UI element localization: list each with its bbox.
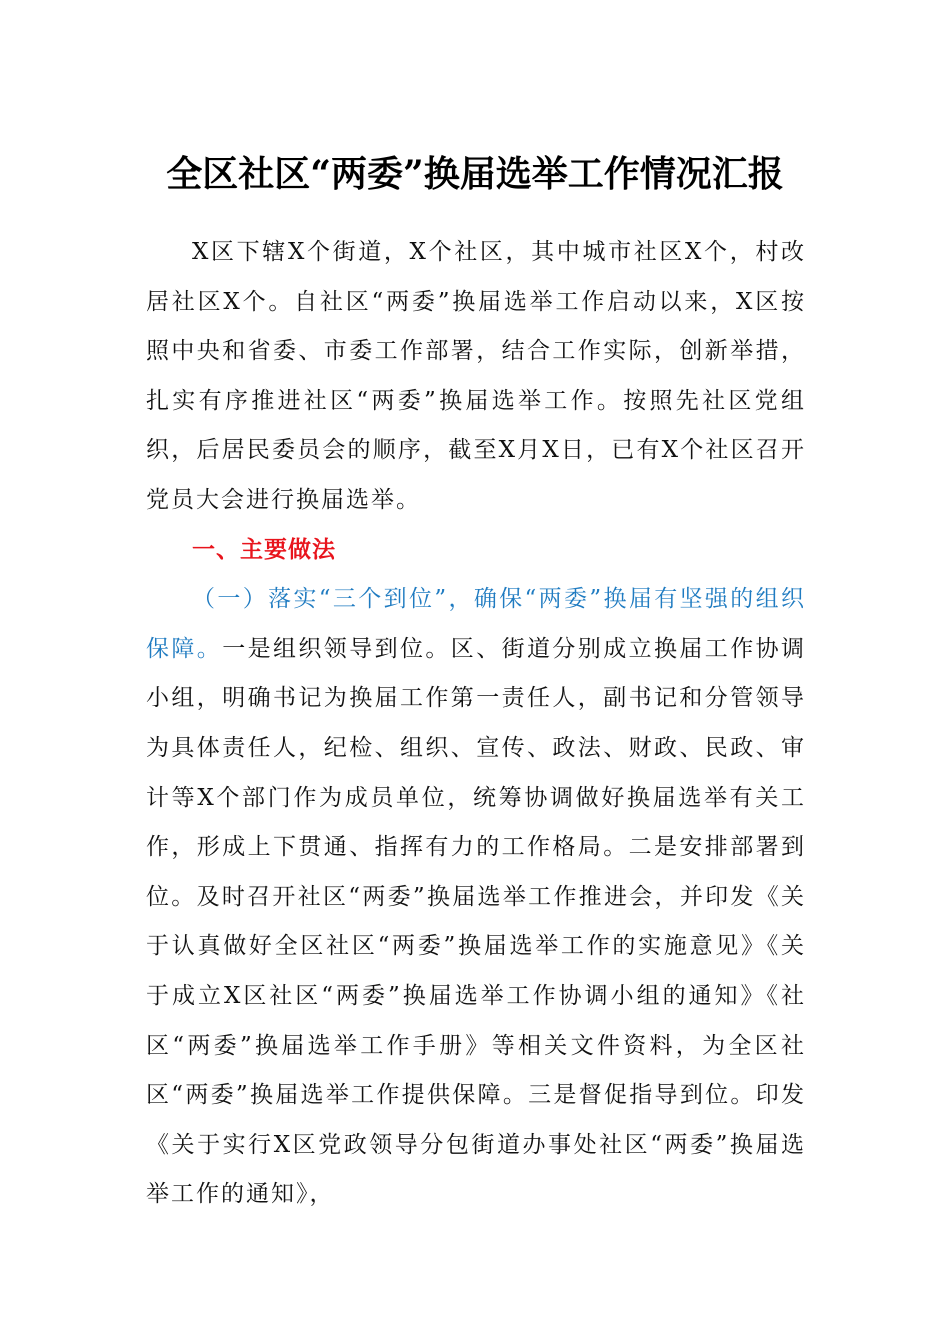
document-body [146,228,806,1220]
subsection-title: （一）落实“三个到位”，确保“两委”换届有坚强的组织保障。 [146,586,806,662]
document-title: 全区社区“两委”换届选举工作情况汇报 [166,153,784,195]
subsection-body: 一是组织领导到位。区、街道分别成立换届工作协调小组，明确书记为换届工作第一责任人，副书记和分管领导为具体责任人，纪检、组织、宣传、政法、财政、民政、审计等X个部门作为成员单位，统筹协调做好换届选举有关工作，形成上下贯通、指挥有力的工作格局。二是安排部署到位。及时召开社区“两委”换届选举工作推进会，并印发《关于认真做好全区社区“两委”换届选举工作的实施意见》《关于成立X区社区“两委”换届选举工作协调小组的通知》《社区“两委”换届选举工作手册》等相关文件资料，为全区社区“两委”换届选举工作提供保障。三是督促指导到位。印发《关于实行X区党政领导分包街道办事处社区“两委”换届选举工作的通知》， [146,635,807,1208]
intro-paragraph: X区下辖X个街道，X个社区，其中城市社区X个，村改居社区X个。自社区“两委”换届选举工作启动以来，X区按照中央和省委、市委工作部署，结合工作实际，创新举措，扎实有序推进社区“两委”换届选举工作。按照先社区党组织，后居民委员会的顺序，截至X月X日，已有X个社区召开党员大会进行换届选举。 [146,239,806,513]
section-heading: 一、主要做法 [192,536,336,563]
subsection-paragraph [146,575,806,1220]
